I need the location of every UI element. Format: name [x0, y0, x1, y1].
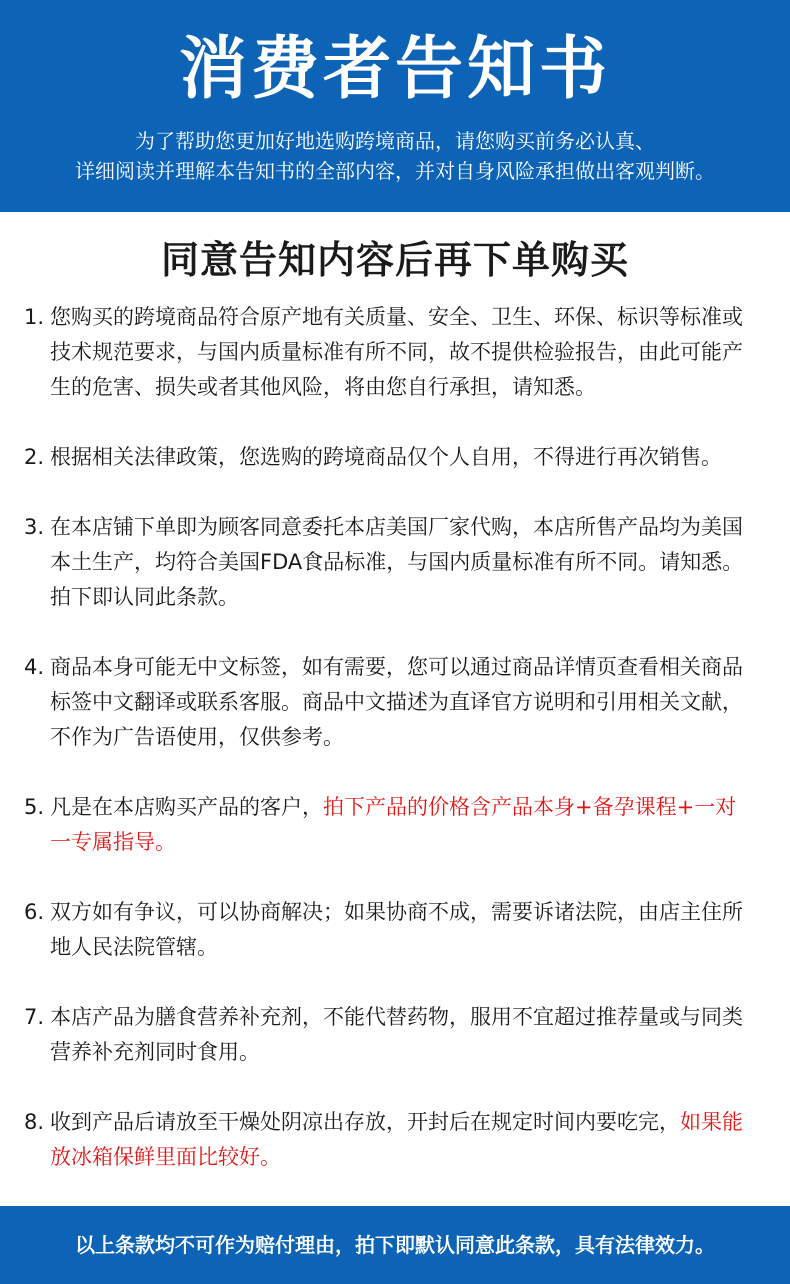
term-item-3	[24, 510, 754, 615]
term-item-2	[24, 440, 754, 475]
intro-text	[0, 126, 790, 186]
footer-banner: 以上条款均不可作为赔付理由，拍下即默认同意此条款，具有法律效力。	[0, 1206, 790, 1284]
term-text-plain: 商品本身可能无中文标签，如有需要，您可以通过商品详情页查看相关商品标签中文翻译或联系客服。商品中文描述为直译官方说明和引用相关文献，不作为广告语使用，仅供参考。	[50, 655, 743, 749]
term-number: 7.	[24, 1005, 45, 1029]
term-text-plain: 收到产品后请放至干燥处阴凉出存放，开封后在规定时间内要吃完，	[50, 1110, 680, 1134]
term-text-plain: 本店产品为膳食营养补充剂，不能代替药物，服用不宜超过推荐量或与同类营养补充剂同时食用。	[50, 1005, 743, 1064]
term-text	[50, 510, 754, 615]
term-item-5	[24, 790, 754, 860]
term-number: 4.	[24, 655, 45, 679]
term-number: 8.	[24, 1110, 45, 1134]
term-text-plain: 双方如有争议，可以协商解决；如果协商不成，需要诉诸法院，由店主住所地人民法院管辖。	[50, 900, 743, 959]
term-text-plain: 在本店铺下单即为顾客同意委托本店美国厂家代购，本店所售产品均为美国本土生产，均符合美国FDA食品标准，与国内质量标准有所不同。请知悉。拍下即认同此条款。	[50, 515, 744, 609]
section-subtitle: 同意告知内容后再下单购买	[160, 238, 629, 282]
term-number: 2.	[24, 445, 45, 469]
term-text-plain: 您购买的跨境商品符合原产地有关质量、安全、卫生、环保、标识等标准或技术规范要求，与国内质量标准有所不同，故不提供检验报告，由此可能产生的危害、损失或者其他风险，将由您自行承担，请知悉。	[50, 305, 743, 399]
term-item-8	[24, 1105, 754, 1175]
term-text-plain: 凡是在本店购买产品的客户，	[50, 795, 323, 819]
intro-line-2: 详细阅读并理解本告知书的全部内容，并对自身风险承担做出客观判断。	[75, 159, 715, 183]
term-text	[50, 1000, 754, 1070]
term-number: 3.	[24, 515, 45, 539]
intro-line-1: 为了帮助您更加好地选购跨境商品，请您购买前务必认真、	[135, 129, 655, 153]
term-item-4	[24, 650, 754, 755]
term-item-7	[24, 1000, 754, 1070]
term-text	[50, 790, 754, 860]
term-text-highlight: 如果能放冰箱保鲜里面比较好。	[50, 1110, 743, 1169]
header-banner	[0, 0, 790, 212]
term-text	[50, 650, 754, 755]
term-number: 1.	[24, 305, 45, 329]
terms-list	[24, 300, 754, 1175]
term-text-plain: 根据相关法律政策，您选购的跨境商品仅个人自用，不得进行再次销售。	[50, 445, 722, 469]
term-item-6	[24, 895, 754, 965]
page-title: 消费者告知书	[178, 30, 611, 109]
term-number: 5.	[24, 795, 45, 819]
term-number: 6.	[24, 900, 45, 924]
term-text	[50, 1105, 754, 1175]
term-text	[50, 440, 754, 475]
term-item-1	[24, 300, 754, 405]
term-text	[50, 895, 754, 965]
term-text	[50, 300, 754, 405]
term-text-highlight: 拍下产品的价格含产品本身+备孕课程+一对一专属指导。	[50, 795, 737, 854]
